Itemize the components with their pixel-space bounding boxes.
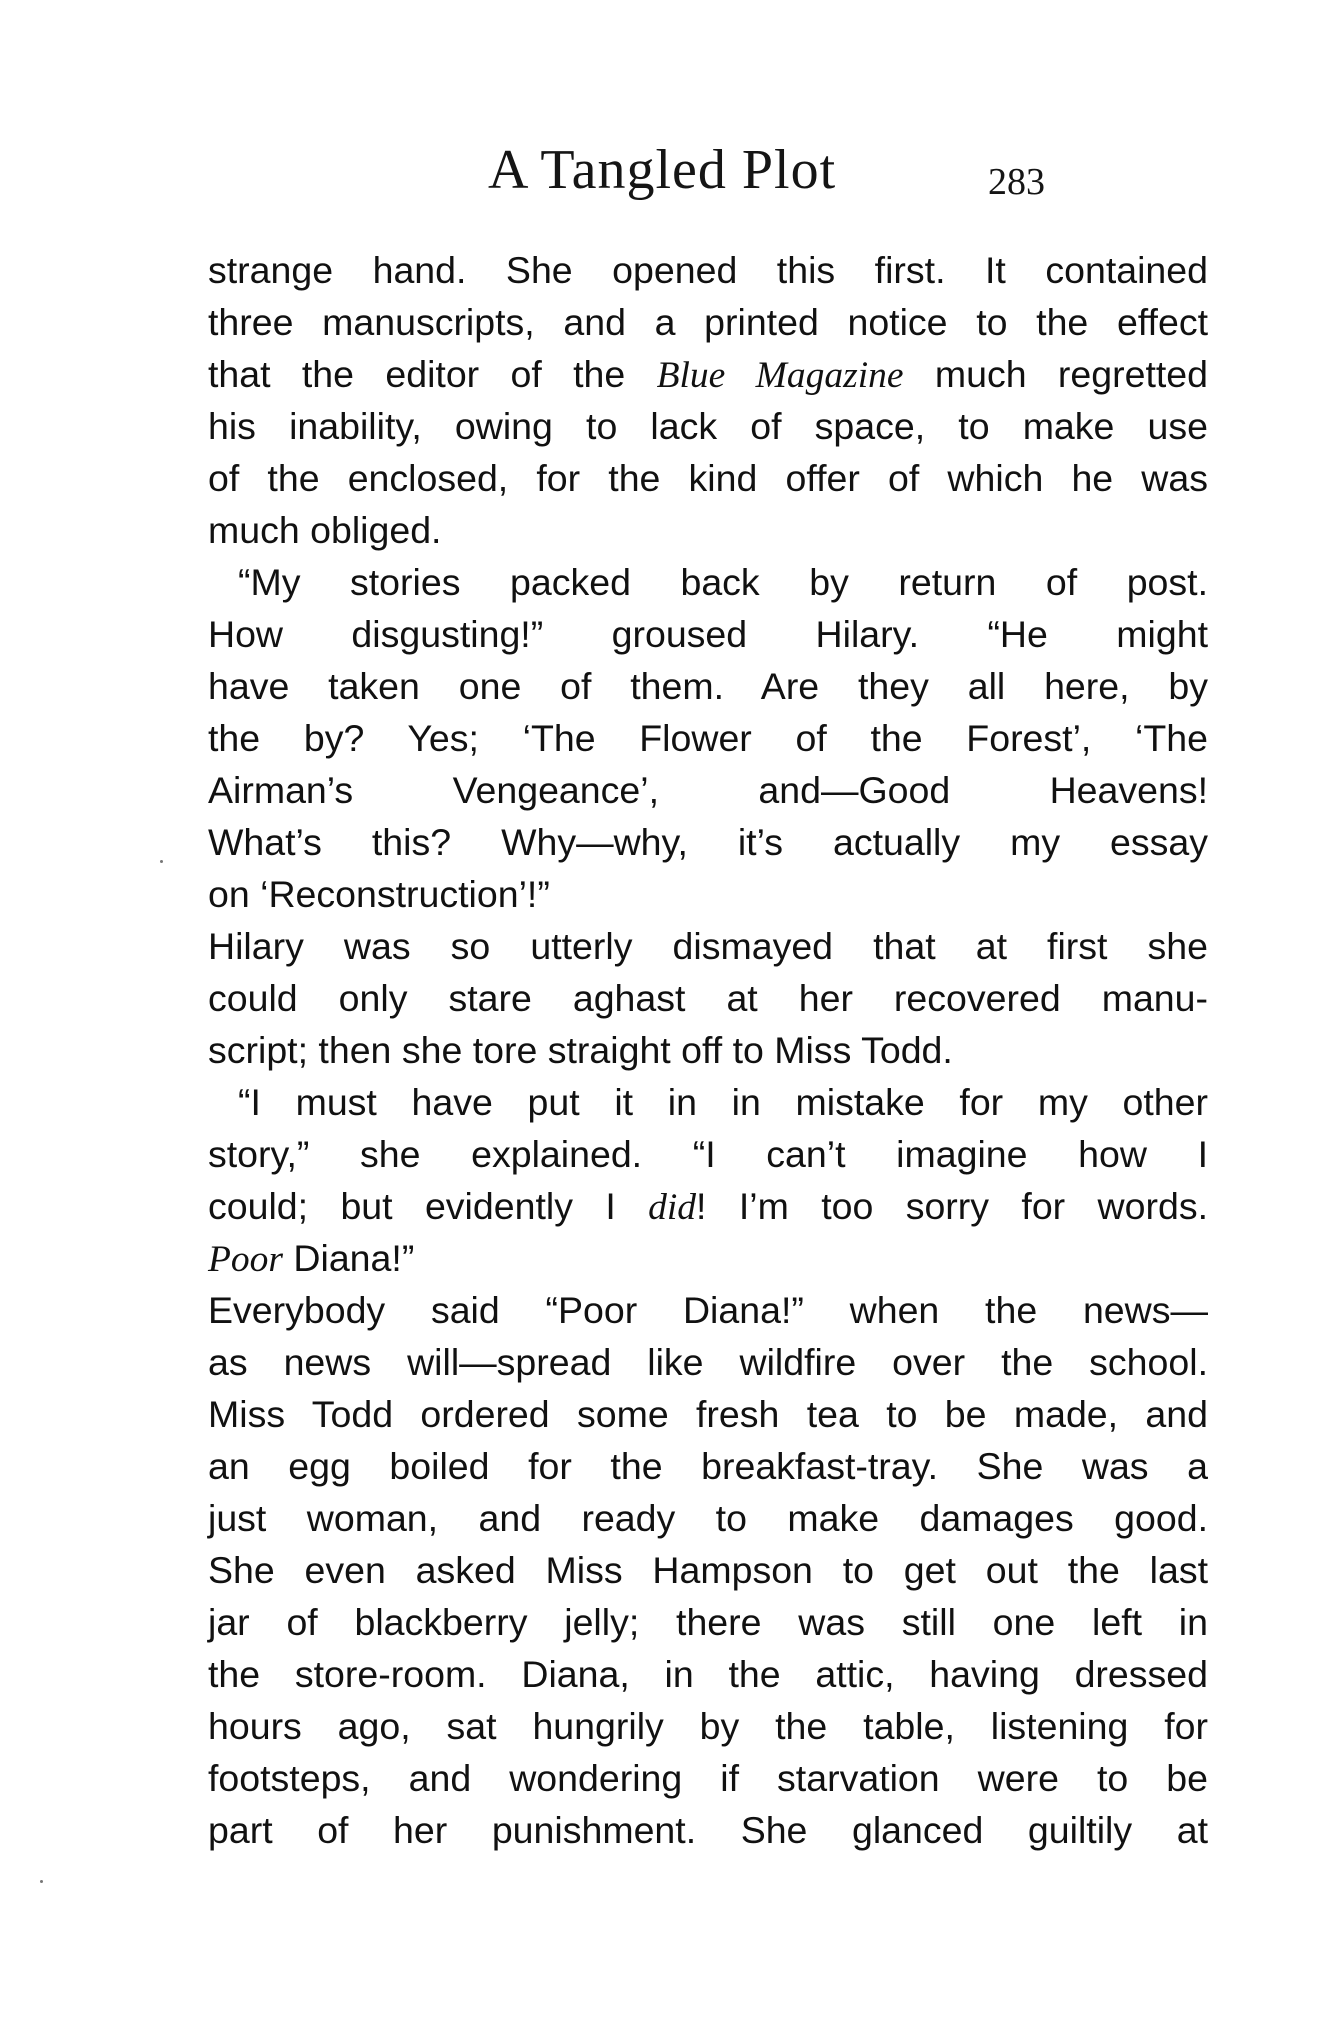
text-run: on ‘Reconstruction’!” — [208, 873, 550, 915]
text-line — [208, 1284, 1208, 1336]
text-run: that the editor of the — [208, 353, 657, 395]
text-run: the store-room. Diana, in the attic, having dressed — [208, 1653, 1208, 1695]
text-line — [208, 1336, 1208, 1388]
paragraph — [208, 1284, 1208, 1856]
text-run: hours ago, sat hungrily by the table, listening for — [208, 1705, 1208, 1747]
text-line — [208, 1596, 1208, 1648]
text-line — [208, 1752, 1208, 1804]
text-line — [208, 1544, 1208, 1596]
paper-speck — [160, 860, 163, 863]
text-line — [208, 244, 1208, 296]
text-run: much regretted — [903, 353, 1208, 395]
text-line — [208, 868, 1208, 920]
text-run: script; then she tore straight off to Miss Todd. — [208, 1029, 953, 1071]
text-line — [208, 1076, 1208, 1128]
text-run: just woman, and ready to make damages good. — [208, 1497, 1208, 1539]
text-line — [208, 660, 1208, 712]
text-line — [208, 920, 1208, 972]
page-number: 283 — [988, 161, 1045, 203]
text-run: much obliged. — [208, 509, 442, 551]
text-line — [208, 816, 1208, 868]
text-run: his inability, owing to lack of space, to make use — [208, 405, 1208, 447]
text-run: footsteps, and wondering if starvation were to be — [208, 1757, 1208, 1799]
text-run: Diana!” — [283, 1237, 415, 1279]
text-run: the by? Yes; ‘The Flower of the Forest’, ‘The — [208, 717, 1208, 759]
text-line — [208, 400, 1208, 452]
text-line — [208, 348, 1208, 400]
text-run: Hilary was so utterly dismayed that at first she — [208, 925, 1208, 967]
text-run: Miss Todd ordered some fresh tea to be made, and — [208, 1393, 1208, 1435]
text-run: could; but evidently I — [208, 1185, 649, 1227]
body-text — [208, 244, 1208, 1856]
text-run: part of her punishment. She glanced guiltily at — [208, 1809, 1208, 1851]
text-line — [208, 608, 1208, 660]
italic-text-run: Blue Magazine — [656, 355, 904, 396]
text-line — [208, 1388, 1208, 1440]
text-run: an egg boiled for the breakfast-tray. She was a — [208, 1445, 1208, 1487]
paragraph — [208, 244, 1208, 556]
text-run: Airman’s Vengeance’, and—Good Heavens! — [208, 769, 1208, 811]
running-title: A Tangled Plot — [488, 139, 837, 201]
text-run: How disgusting!” groused Hilary. “He might — [208, 613, 1208, 655]
text-run: story,” she explained. “I can’t imagine how I — [208, 1133, 1208, 1175]
text-run: “I must have put it in in mistake for my other — [238, 1081, 1208, 1123]
text-run: “My stories packed back by return of post. — [238, 561, 1208, 603]
text-line — [208, 1804, 1208, 1856]
italic-text-run: Poor — [208, 1239, 283, 1280]
text-run: What’s this? Why—why, it’s actually my essay — [208, 821, 1208, 863]
text-run: jar of blackberry jelly; there was still one left in — [208, 1601, 1208, 1643]
text-run: strange hand. She opened this first. It contained — [208, 249, 1208, 291]
italic-text-run: did — [648, 1187, 697, 1228]
text-line — [208, 296, 1208, 348]
text-line — [208, 712, 1208, 764]
text-line — [208, 764, 1208, 816]
text-line — [208, 1128, 1208, 1180]
text-run: Everybody said “Poor Diana!” when the news— — [208, 1289, 1208, 1331]
text-run: could only stare aghast at her recovered manu- — [208, 977, 1208, 1019]
text-line — [208, 504, 1208, 556]
paper-speck — [40, 1880, 43, 1883]
paragraph — [208, 556, 1208, 920]
text-line — [208, 1700, 1208, 1752]
paragraph — [208, 920, 1208, 1076]
text-run: She even asked Miss Hampson to get out the last — [208, 1549, 1208, 1591]
paragraph — [208, 1076, 1208, 1284]
text-run: of the enclosed, for the kind offer of which he was — [208, 457, 1208, 499]
text-line — [208, 452, 1208, 504]
text-line — [208, 1232, 1208, 1284]
text-run: three manuscripts, and a printed notice to the effect — [208, 301, 1208, 343]
text-run: ! I’m too sorry for words. — [696, 1185, 1208, 1227]
text-line — [208, 1440, 1208, 1492]
text-line — [208, 1024, 1208, 1076]
text-line — [208, 1492, 1208, 1544]
text-run: as news will—spread like wildfire over the school. — [208, 1341, 1208, 1383]
running-head — [208, 138, 1208, 208]
text-run: have taken one of them. Are they all here, by — [208, 665, 1208, 707]
text-line — [208, 972, 1208, 1024]
text-line — [208, 1648, 1208, 1700]
text-line — [208, 556, 1208, 608]
text-line — [208, 1180, 1208, 1232]
